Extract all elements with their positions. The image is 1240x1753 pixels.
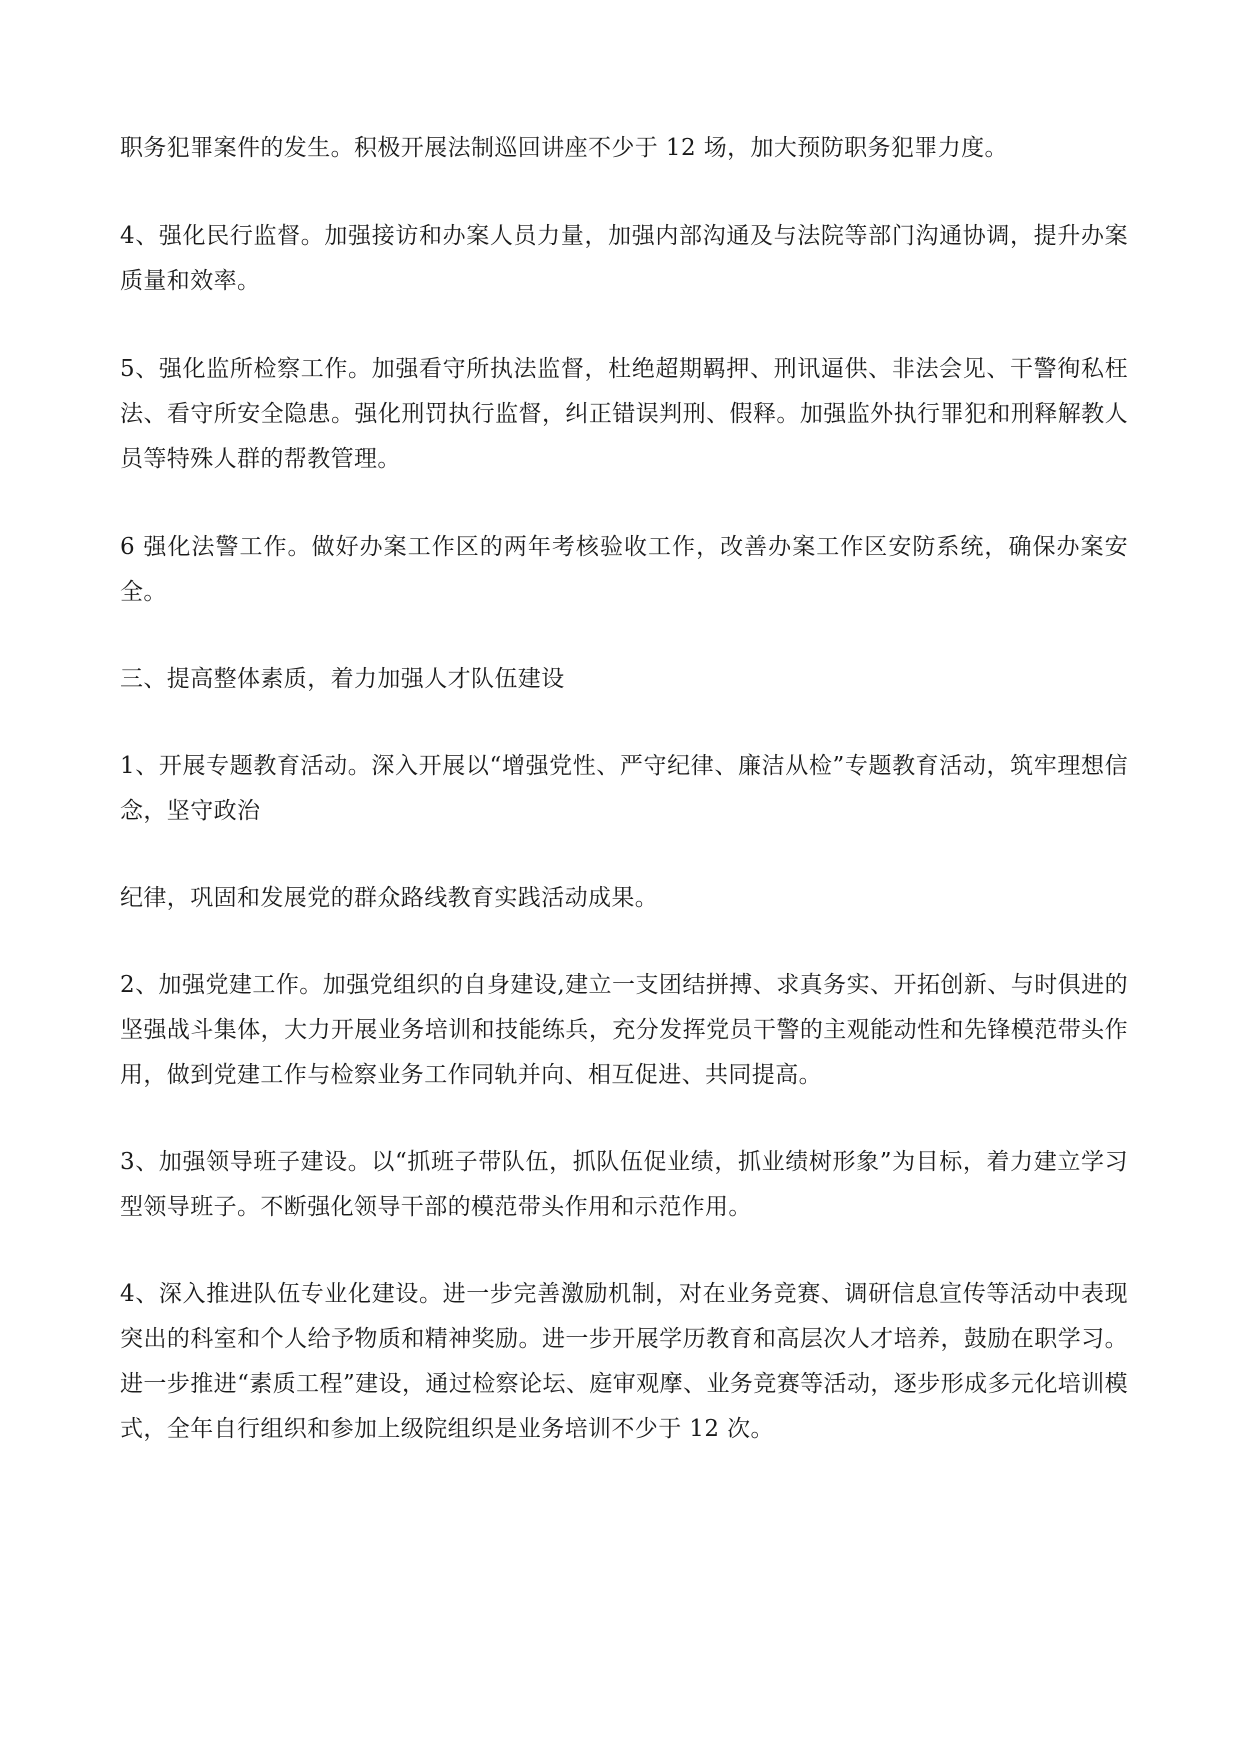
paragraph-civil-administrative-supervision: 4、强化民行监督。加强接访和办案人员力量，加强内部沟通及与法院等部门沟通协调，提升办案质量和效率。 [120,223,1128,294]
paragraph-party-building: 2、加强党建工作。加强党组织的自身建设,建立一支团结拼搏、求真务实、开拓创新、与时俱进的坚强战斗集体，大力开展业务培训和技能练兵，充分发挥党员干警的主观能动性和先锋模范带头作用，做到党建工作与检察业务工作同轨并向、相互促进、共同提高。 [120,972,1128,1088]
paragraph-leadership-team: 3、加强领导班子建设。以“抓班子带队伍，抓队伍促业绩，抓业绩树形象”为目标，着力建立学习型领导班子。不断强化领导干部的模范带头作用和示范作用。 [120,1149,1128,1220]
paragraph-thematic-education-continued: 纪律，巩固和发展党的群众路线教育实践活动成果。 [120,885,659,911]
section-heading-talent-team: 三、提高整体素质，着力加强人才队伍建设 [120,666,565,692]
paragraph-thematic-education: 1、开展专题教育活动。深入开展以“增强党性、严守纪律、廉洁从检”专题教育活动，筑牢理想信念，坚守政治 [120,753,1128,824]
paragraph-judicial-police: 6 强化法警工作。做好办案工作区的两年考核验收工作，改善办案工作区安防系统，确保办案安全。 [120,534,1128,605]
paragraph-detention-inspection: 5、强化监所检察工作。加强看守所执法监督，杜绝超期羁押、刑讯逼供、非法会见、干警徇私枉法、看守所安全隐患。强化刑罚执行监督，纠正错误判刑、假释。加强监外执行罪犯和刑释解教人员等特殊人群的帮教管理。 [120,356,1128,472]
paragraph-crime-prevention-tail: 职务犯罪案件的发生。积极开展法制巡回讲座不少于 12 场，加大预防职务犯罪力度。 [120,135,1008,161]
paragraph-professional-team: 4、深入推进队伍专业化建设。进一步完善激励机制，对在业务竞赛、调研信息宣传等活动中表现突出的科室和个人给予物质和精神奖励。进一步开展学历教育和高层次人才培养，鼓励在职学习。进一步推进“素质工程”建设，通过检察论坛、庭审观摩、业务竞赛等活动，逐步形成多元化培训模式，全年自行组织和参加上级院组织是业务培训不少于 12 次。 [120,1281,1128,1442]
